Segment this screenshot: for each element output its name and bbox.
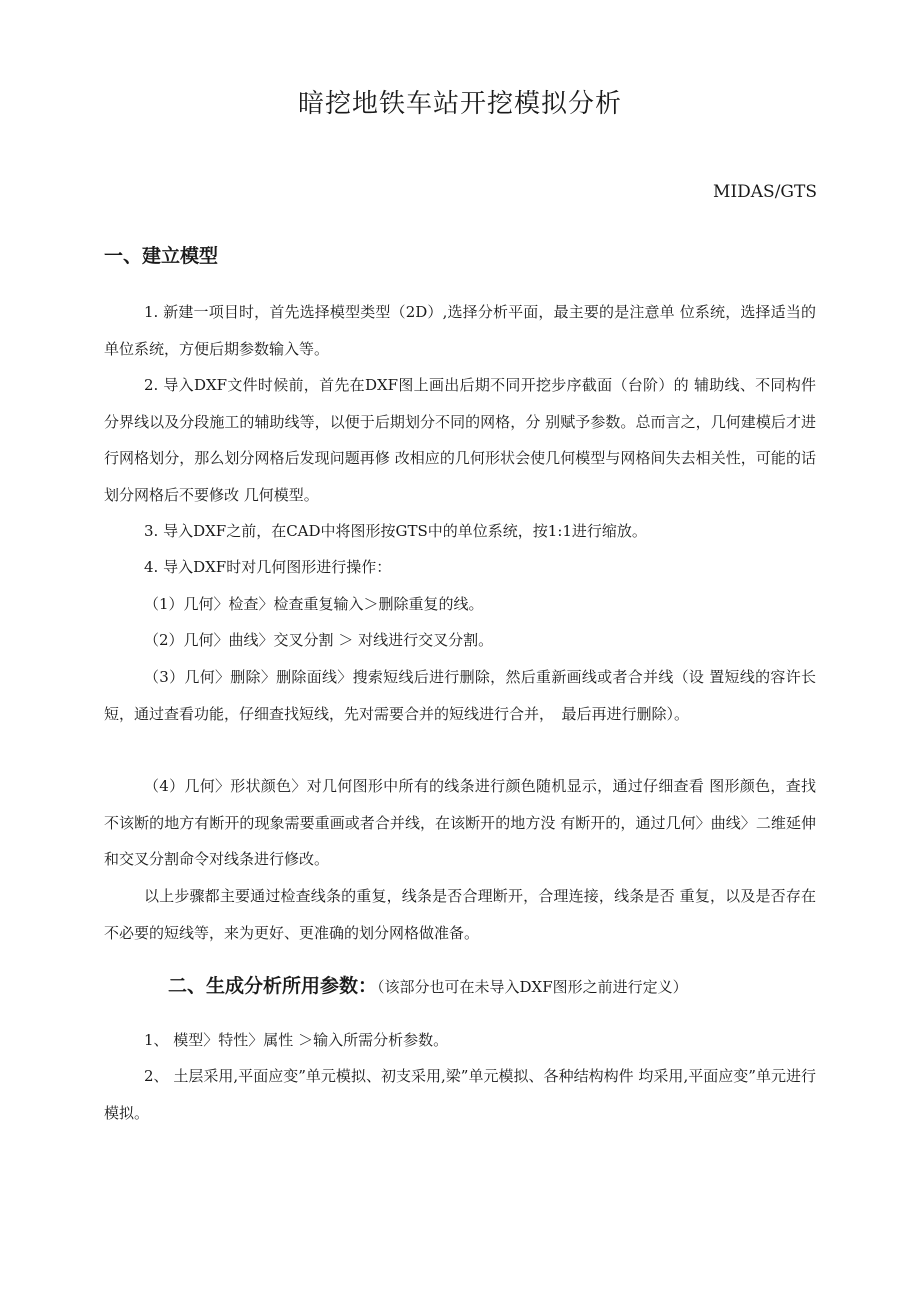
section1-summary: 以上步骤都主要通过检查线条的重复，线条是否合理断开，合理连接，线条是否 重复，以及是否存在不必要的短线等，来为更好、更准确的划分网格做准备。	[104, 887, 816, 942]
section2-paragraph-1: 1、 模型〉特性〉属性 ＞输入所需分析参数。	[144, 1031, 449, 1049]
section1-heading: 一、建立模型	[104, 245, 219, 267]
section1-paragraph-4: 4. 导入DXF时对几何图形进行操作：	[144, 558, 392, 576]
section2-note: （该部分也可在未导入DXF图形之前进行定义）	[377, 978, 688, 996]
section1-step-1: （1）几何〉检查〉检查重复输入＞删除重复的线。	[144, 595, 484, 613]
section1-paragraph-1: 1. 新建一项目时，首先选择模型类型（2D）,选择分析平面，最主要的是注意单 位系统，选择适当的单位系统，方便后期参数输入等。	[104, 303, 816, 358]
section1-step-2: （2）几何〉曲线〉交叉分割 ＞ 对线进行交叉分割。	[144, 631, 494, 649]
section1-step-3: （3）几何〉删除〉删除面线〉搜索短线后进行删除，然后重新画线或者合并线（设 置短线的容许长短，通过查看功能，仔细查找短线，先对需要合并的短线进行合并， 最后再进行删除）。	[104, 668, 816, 723]
author-label: MIDAS/GTS	[713, 182, 817, 202]
section1-paragraph-2: 2. 导入DXF文件时候前，首先在DXF图上画出后期不同开挖步序截面（台阶）的 辅助线、不同构件分界线以及分段施工的辅助线等，以便于后期划分不同的网格，分 别赋予参数。总而言之，几何建模后才进行网格划分，那么划分网格后发现问题再修 改相应的几何形状会使几何模型与网格间失去相关性，可能的话划分网格后不要修改 几何模型。	[104, 376, 816, 504]
section2-paragraph-2: 2、 土层采用,平面应变”单元模拟、初支采用,梁”单元模拟、各种结构构件 均采用,平面应变”单元进行模拟。	[104, 1067, 816, 1122]
section2-heading: 二、生成分析所用参数：	[168, 975, 378, 997]
section1-step-4: （4）几何〉形状颜色〉对几何图形中所有的线条进行颜色随机显示，通过仔细查看 图形颜色，查找不该断的地方有断开的现象需要重画或者合并线，在该断开的地方没 有断开的，通过几何〉曲线〉二维延伸和交叉分割命令对线条进行修改。	[104, 777, 816, 868]
section1-paragraph-3: 3. 导入DXF之前，在CAD中将图形按GTS中的单位系统，按1:1进行缩放。	[144, 522, 647, 540]
section2-heading-line	[168, 968, 688, 1005]
document-title: 暗挖地铁车站开挖模拟分析	[297, 89, 622, 119]
